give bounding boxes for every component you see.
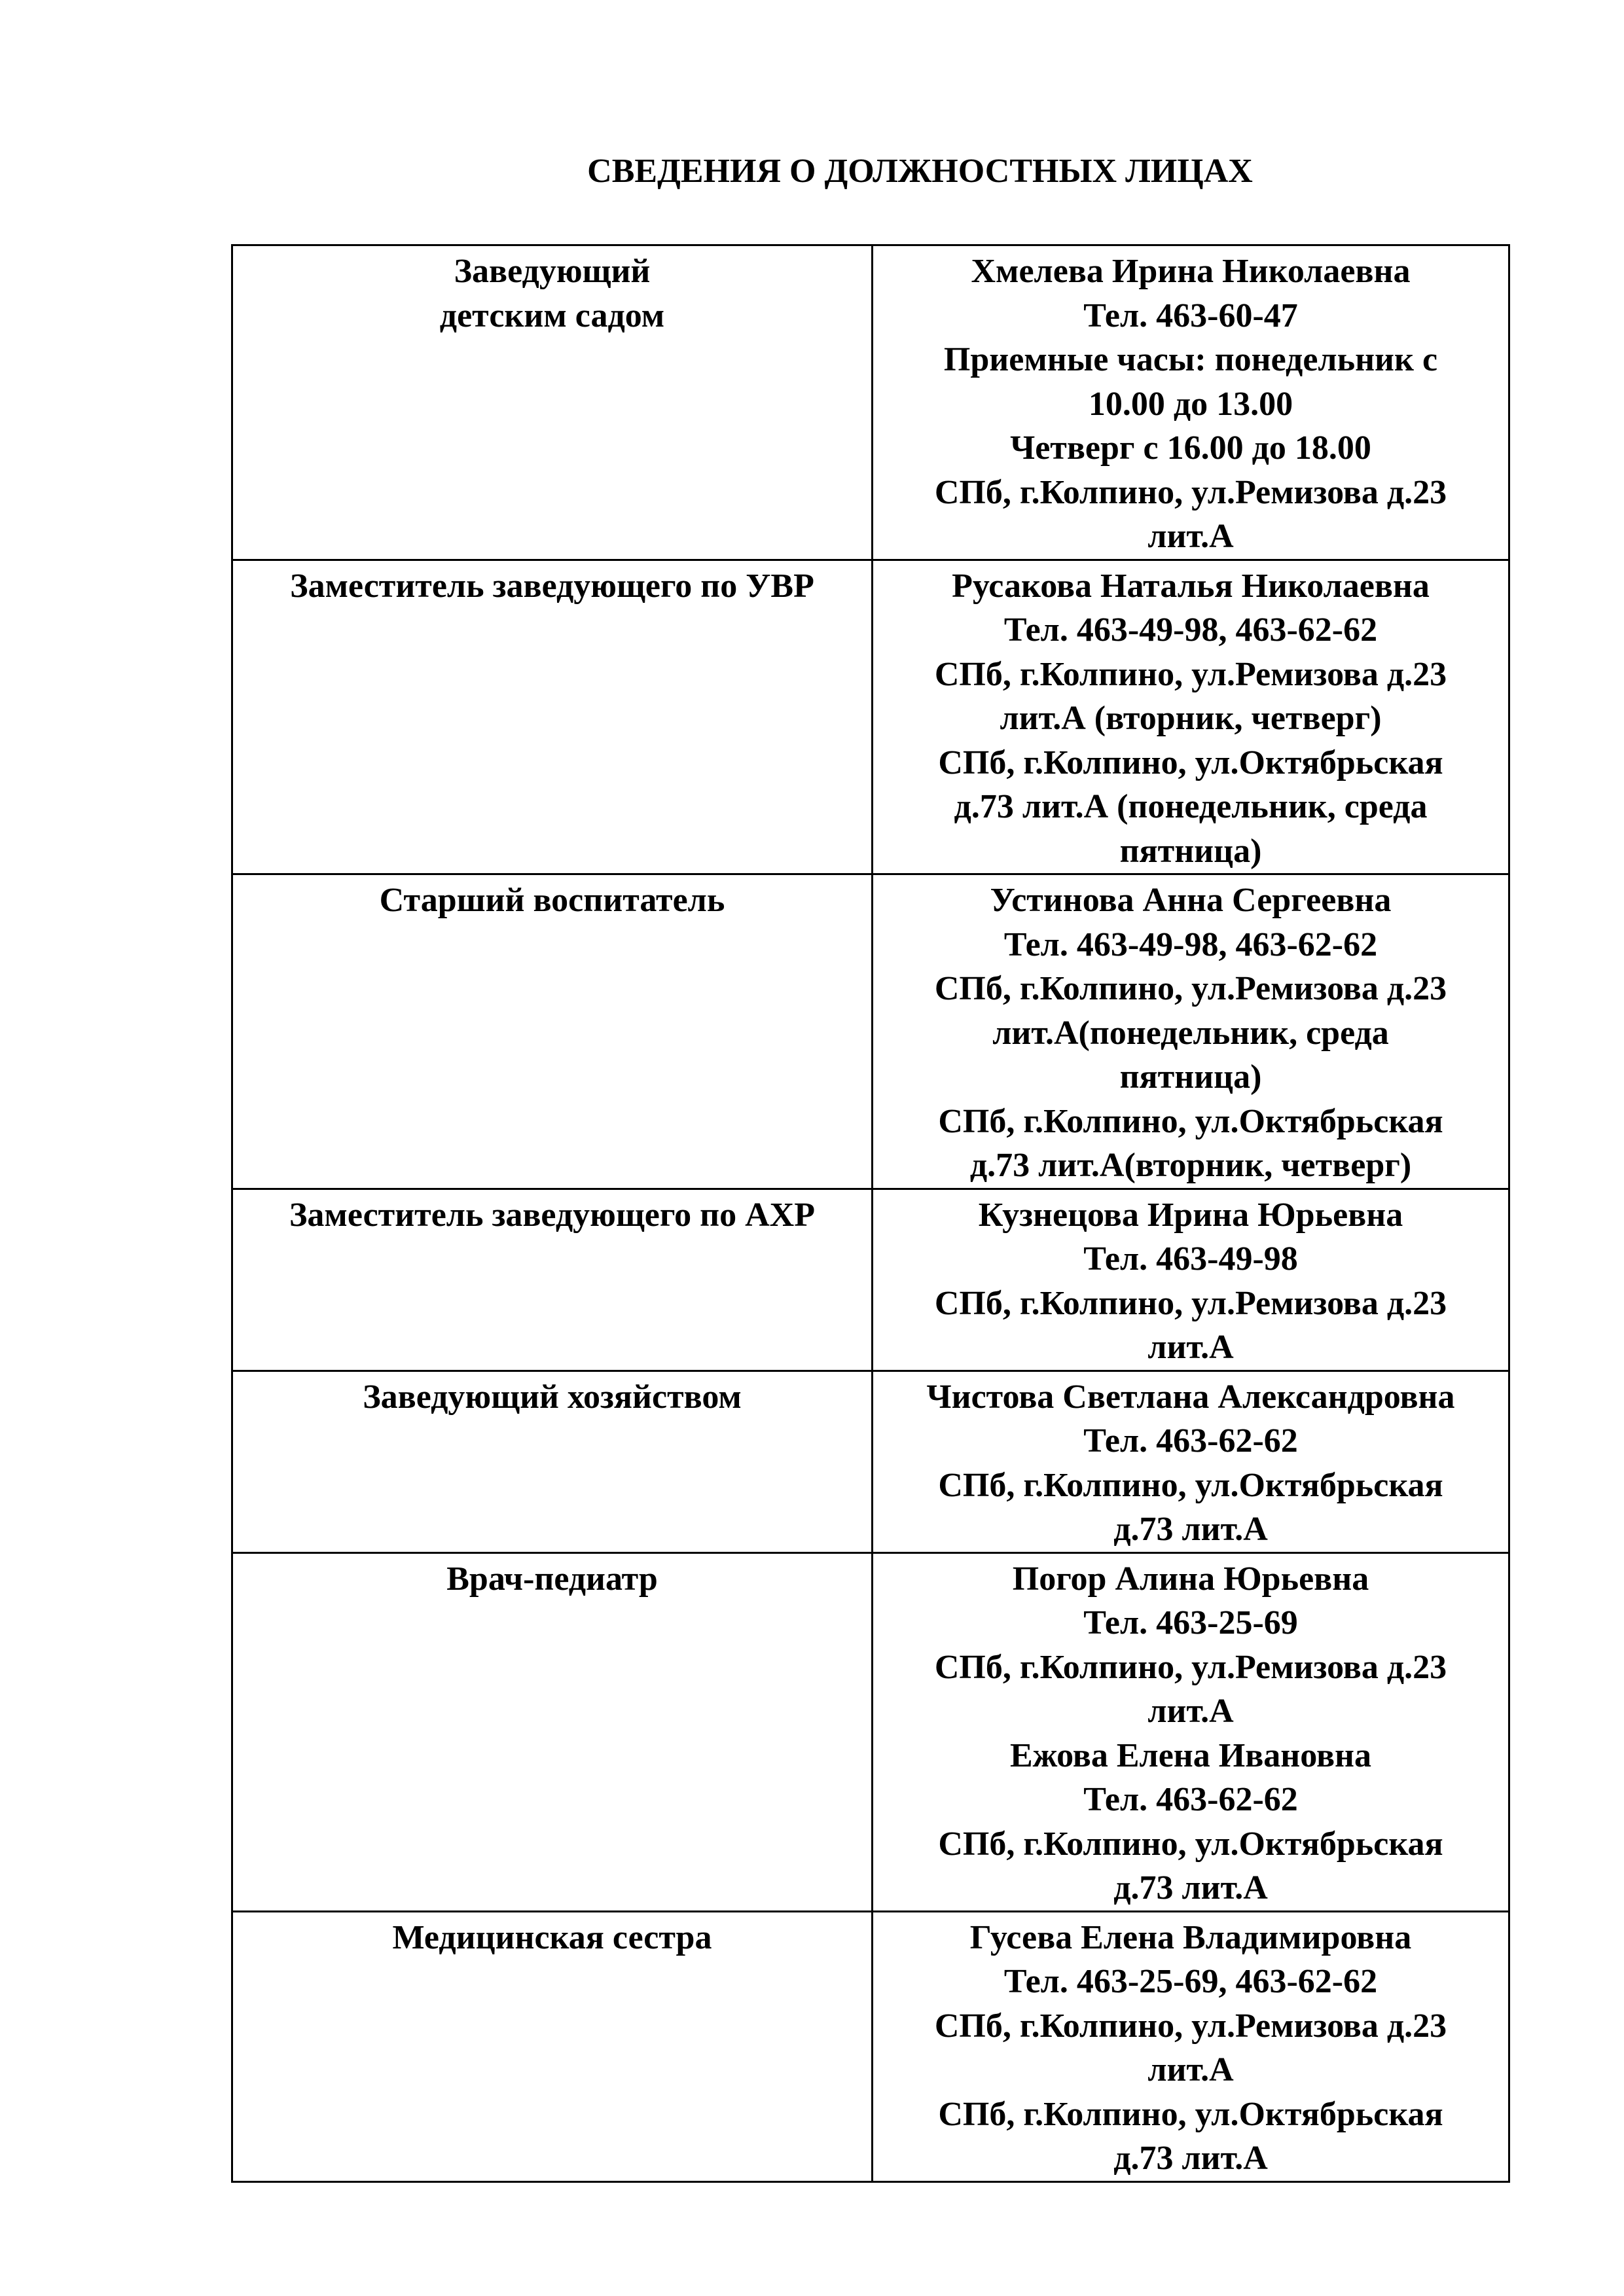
details-cell bbox=[873, 560, 1509, 874]
details-line: Тел. 463-49-98 bbox=[1083, 1240, 1298, 1278]
details-line: Тел. 463-49-98, 463-62-62 bbox=[1003, 611, 1378, 649]
details-line: Тел. 463-62-62 bbox=[1083, 1422, 1298, 1460]
details-line: Ежова Елена Ивановна bbox=[1009, 1736, 1372, 1774]
details-line: СПб, г.Колпино, ул.Октябрьская bbox=[938, 1466, 1443, 1504]
details-line: Погор Алина Юрьевна bbox=[1012, 1560, 1369, 1598]
details-line: Тел. 463-62-62 bbox=[1083, 1781, 1298, 1818]
table-row bbox=[232, 245, 1509, 560]
details-line: Чистова Светлана Александровна bbox=[926, 1378, 1455, 1416]
details-cell bbox=[873, 1371, 1509, 1552]
details-line: Тел. 463-25-69, 463-62-62 bbox=[1003, 1963, 1378, 2000]
position-cell bbox=[232, 245, 873, 560]
details-cell bbox=[873, 245, 1509, 560]
position-cell bbox=[232, 1911, 873, 2181]
details-line: СПб, г.Колпино, ул.Ремизова д.23 bbox=[934, 473, 1447, 511]
details-cell bbox=[873, 1189, 1509, 1371]
details-line: лит.А bbox=[1147, 518, 1234, 555]
table-row bbox=[232, 1911, 1509, 2181]
position-cell bbox=[232, 874, 873, 1189]
details-line: лит.А (вторник, четверг) bbox=[1000, 700, 1382, 737]
details-line: д.73 лит.А bbox=[1113, 2140, 1268, 2177]
position-line: Заместитель заведующего по УВР bbox=[290, 567, 814, 605]
position-line: Заведующий bbox=[454, 253, 651, 290]
details-line: СПб, г.Колпино, ул.Ремизова д.23 bbox=[934, 2007, 1447, 2045]
position-line: детским садом bbox=[439, 296, 665, 334]
details-line: СПб, г.Колпино, ул.Ремизова д.23 bbox=[934, 970, 1447, 1007]
details-line: лит.А bbox=[1147, 1329, 1234, 1366]
table-row bbox=[232, 1189, 1509, 1371]
position-cell bbox=[232, 1552, 873, 1911]
details-line: д.73 лит.А bbox=[1113, 1511, 1268, 1548]
details-line: Гусева Елена Владимировна bbox=[969, 1918, 1412, 1956]
details-line: лит.А bbox=[1147, 2051, 1234, 2089]
details-line: д.73 лит.А(вторник, четверг) bbox=[969, 1147, 1412, 1184]
details-line: СПб, г.Колпино, ул.Октябрьская bbox=[938, 1825, 1443, 1863]
details-line: СПб, г.Колпино, ул.Октябрьская bbox=[938, 2095, 1443, 2133]
position-line: Врач-педиатр bbox=[446, 1560, 658, 1598]
table-row bbox=[232, 1371, 1509, 1552]
table-row bbox=[232, 560, 1509, 874]
details-cell bbox=[873, 1911, 1509, 2181]
position-cell bbox=[232, 560, 873, 874]
details-line: пятница) bbox=[1119, 832, 1262, 870]
details-cell bbox=[873, 874, 1509, 1189]
details-line: д.73 лит.А bbox=[1113, 1869, 1268, 1907]
details-line: Тел. 463-25-69 bbox=[1083, 1604, 1298, 1641]
details-line: Четверг с 16.00 до 18.00 bbox=[1010, 429, 1371, 467]
position-cell bbox=[232, 1371, 873, 1552]
position-line: Заместитель заведующего по АХР bbox=[289, 1196, 815, 1234]
details-line: лит.А(понедельник, среда bbox=[992, 1014, 1389, 1052]
details-line: Русакова Наталья Николаевна bbox=[952, 567, 1430, 605]
details-line: 10.00 до 13.00 bbox=[1088, 385, 1293, 423]
details-line: Тел. 463-49-98, 463-62-62 bbox=[1003, 925, 1378, 963]
details-line: Тел. 463-60-47 bbox=[1083, 296, 1298, 334]
table-row bbox=[232, 1552, 1509, 1911]
details-cell bbox=[873, 1552, 1509, 1911]
details-line: СПб, г.Колпино, ул.Ремизова д.23 bbox=[934, 1648, 1447, 1686]
details-line: Приемные часы: понедельник с bbox=[943, 341, 1438, 378]
page-title: СВЕДЕНИЯ О ДОЛЖНОСТНЫХ ЛИЦАХ bbox=[587, 152, 1253, 190]
details-line: Устинова Анна Сергеевна bbox=[990, 882, 1392, 919]
position-line: Старший воспитатель bbox=[379, 882, 725, 919]
details-line: Кузнецова Ирина Юрьевна bbox=[978, 1196, 1403, 1234]
details-line: д.73 лит.А (понедельник, среда bbox=[954, 788, 1428, 825]
position-cell bbox=[232, 1189, 873, 1371]
position-line: Медицинская сестра bbox=[392, 1918, 712, 1956]
details-line: Хмелева Ирина Николаевна bbox=[971, 253, 1411, 290]
officials-table-body bbox=[232, 245, 1509, 2182]
position-line: Заведующий хозяйством bbox=[363, 1378, 742, 1416]
officials-table bbox=[231, 244, 1510, 2183]
table-row bbox=[232, 874, 1509, 1189]
details-line: пятница) bbox=[1119, 1058, 1262, 1096]
details-line: СПб, г.Колпино, ул.Ремизова д.23 bbox=[934, 655, 1447, 693]
details-line: СПб, г.Колпино, ул.Октябрьская bbox=[938, 744, 1443, 781]
details-line: СПб, г.Колпино, ул.Ремизова д.23 bbox=[934, 1284, 1447, 1322]
details-line: СПб, г.Колпино, ул.Октябрьская bbox=[938, 1102, 1443, 1140]
details-line: лит.А bbox=[1147, 1693, 1234, 1730]
